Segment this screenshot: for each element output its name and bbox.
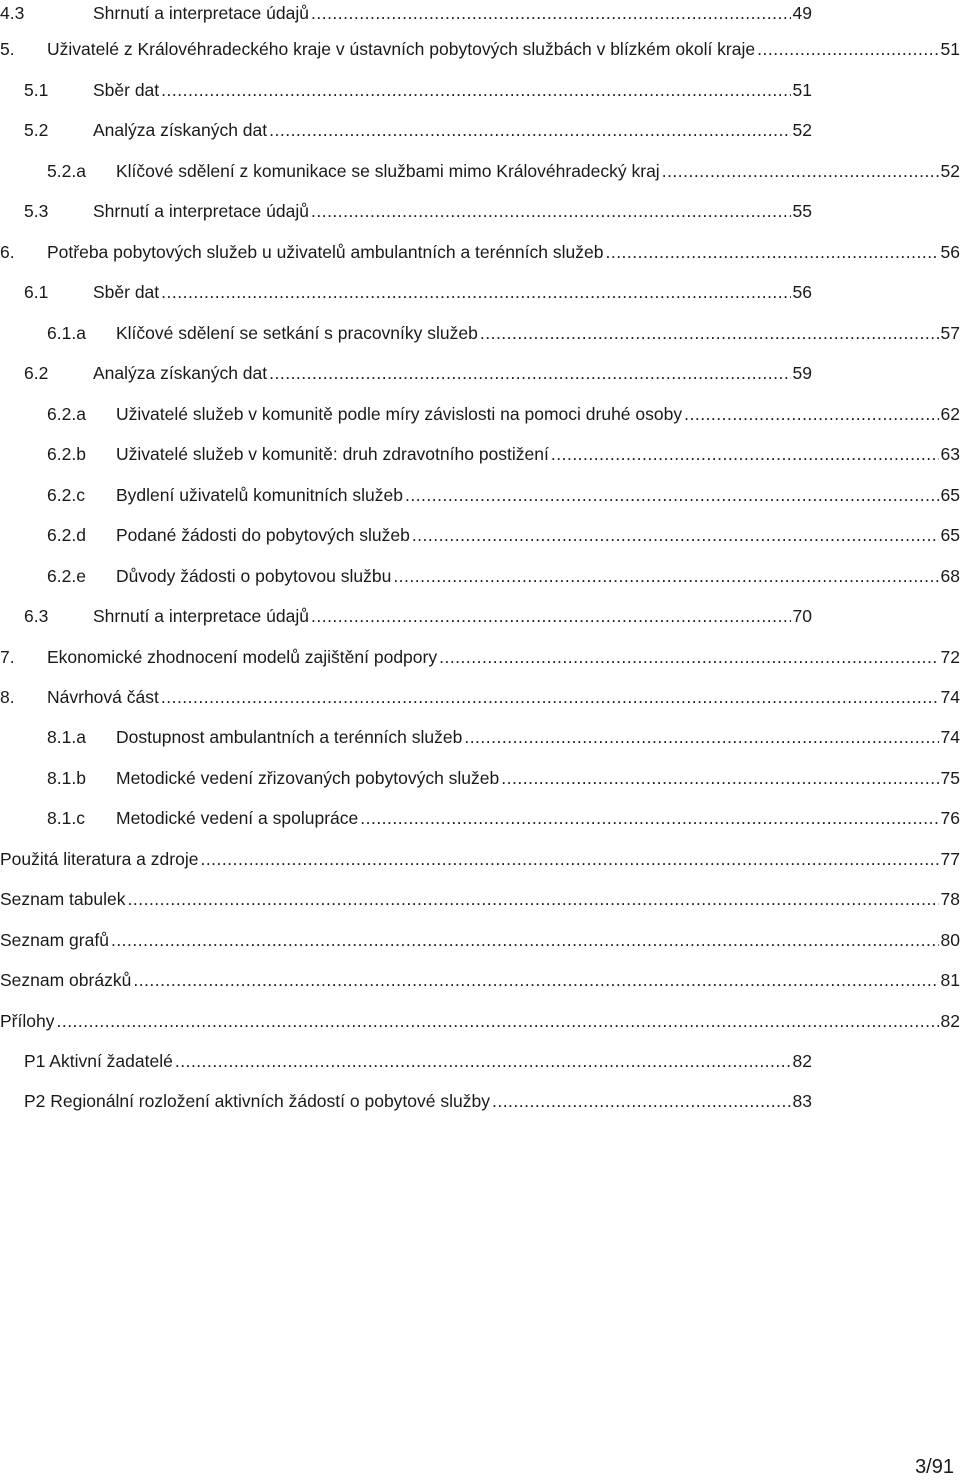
toc-dot-leader: [501, 765, 938, 791]
toc-entry-page: 65: [940, 525, 960, 545]
toc-entry-number: 4.3: [0, 3, 25, 23]
toc-entry-number: 6.: [0, 242, 15, 262]
toc-entry-page: 80: [940, 930, 960, 950]
toc-entry-title: Metodické vedení a spolupráce: [116, 808, 359, 828]
toc-dot-leader: [439, 644, 938, 670]
toc-entry[interactable]: [24, 77, 812, 103]
toc-entry-number: 6.1: [24, 282, 49, 302]
toc-dot-leader: [551, 441, 939, 467]
toc-entry-page: 82: [940, 1011, 960, 1031]
toc-entry-page: 52: [792, 120, 812, 140]
toc-entry-page: 55: [792, 201, 812, 221]
toc-entry-title: Shrnutí a interpretace údajů: [93, 201, 309, 221]
toc-entry-number: 6.2.c: [47, 485, 85, 505]
toc-dot-leader: [605, 239, 938, 265]
toc-entry-page: 63: [940, 444, 960, 464]
toc-dot-leader: [161, 77, 790, 103]
toc-entry-number: 5.3: [24, 201, 49, 221]
toc-entry-page: 77: [940, 849, 960, 869]
toc-entry-title: Bydlení uživatelů komunitních služeb: [116, 485, 403, 505]
toc-entry-title: Sběr dat: [93, 282, 160, 302]
toc-entry-page: 78: [940, 889, 960, 909]
toc-entry[interactable]: [47, 765, 960, 791]
toc-entry-title: Podané žádosti do pobytových služeb: [116, 525, 410, 545]
toc-entry[interactable]: [0, 846, 960, 872]
toc-entry[interactable]: [47, 158, 960, 184]
toc-entry-number: 6.2.b: [47, 444, 86, 464]
toc-entry-title: Klíčové sdělení se setkání s pracovníky služeb: [116, 323, 478, 343]
toc-entry[interactable]: [24, 360, 812, 386]
toc-entry-number: 6.2.e: [47, 566, 86, 586]
toc-entry[interactable]: [47, 320, 960, 346]
toc-dot-leader: [492, 1088, 791, 1114]
toc-entry-number: 8.1.c: [47, 808, 85, 828]
toc-dot-leader: [269, 360, 790, 386]
toc-entry-number: 5.: [0, 39, 15, 59]
toc-dot-leader: [360, 805, 938, 831]
toc-entry-number: 8.1.a: [47, 727, 86, 747]
toc-dot-leader: [161, 684, 939, 710]
toc-entry[interactable]: [24, 603, 812, 629]
toc-entry-title: Uživatelé z Královéhradeckého kraje v ústavních pobytových službách v blízkém okolí kraje: [47, 39, 756, 59]
toc-entry-number: 8.: [0, 687, 15, 707]
toc-entry-title: Shrnutí a interpretace údajů: [93, 606, 309, 626]
toc-entry-title: Analýza získaných dat: [93, 363, 268, 383]
page-number: 3/91: [915, 1456, 954, 1478]
toc-entry-number: 7.: [0, 647, 15, 667]
toc-entry[interactable]: [0, 684, 960, 710]
toc-dot-leader: [111, 927, 939, 953]
toc-dot-leader: [311, 0, 791, 26]
toc-entry-title: Klíčové sdělení z komunikace se službami mimo Královéhradecký kraj: [116, 161, 660, 181]
toc-entry-page: 52: [940, 161, 960, 181]
toc-entry-title: Uživatelé služeb v komunitě podle míry závislosti na pomoci druhé osoby: [116, 404, 683, 424]
toc-entry-title: Přílohy: [0, 1011, 55, 1031]
toc-entry-number: 6.2.d: [47, 525, 86, 545]
toc-entry[interactable]: [47, 724, 960, 750]
toc-entry[interactable]: [24, 279, 812, 305]
toc-entry[interactable]: [0, 1008, 960, 1034]
toc-entry-page: 62: [940, 404, 960, 424]
toc-entry-number: 6.3: [24, 606, 49, 626]
toc-entry-title: P2 Regionální rozložení aktivních žádostí o pobytové služby: [24, 1091, 490, 1111]
toc-dot-leader: [393, 563, 938, 589]
toc-entry-title: Dostupnost ambulantních a terénních služeb: [116, 727, 463, 747]
toc-entry-page: 51: [940, 39, 960, 59]
toc-entry[interactable]: [0, 967, 960, 993]
toc-dot-leader: [175, 1048, 791, 1074]
toc-dot-leader: [128, 886, 939, 912]
toc-entry-title: Ekonomické zhodnocení modelů zajištění podpory: [47, 647, 438, 667]
toc-dot-leader: [56, 1008, 938, 1034]
toc-entry-page: 76: [940, 808, 960, 828]
toc-entry-page: 51: [792, 80, 812, 100]
toc-entry-page: 68: [940, 566, 960, 586]
toc-entry-number: 6.2.a: [47, 404, 86, 424]
toc-dot-leader: [684, 401, 938, 427]
toc-entry[interactable]: [0, 36, 960, 62]
toc-dot-leader: [662, 158, 939, 184]
toc-entry[interactable]: [0, 239, 960, 265]
toc-dot-leader: [200, 846, 938, 872]
toc-entry-title: Sběr dat: [93, 80, 160, 100]
toc-entry-title: Seznam obrázků: [0, 970, 132, 990]
toc-entry[interactable]: [47, 522, 960, 548]
toc-dot-leader: [464, 724, 938, 750]
toc-dot-leader: [161, 279, 790, 305]
toc-entry[interactable]: [24, 198, 812, 224]
toc-entry-title: Použitá literatura a zdroje: [0, 849, 199, 869]
toc-entry-page: 82: [792, 1051, 812, 1071]
toc-entry[interactable]: [24, 117, 812, 143]
toc-dot-leader: [269, 117, 790, 143]
toc-entry-number: 5.2.a: [47, 161, 86, 181]
toc-dot-leader: [311, 198, 791, 224]
toc-entry-page: 81: [940, 970, 960, 990]
toc-entry[interactable]: [0, 927, 960, 953]
toc-entry-title: Shrnutí a interpretace údajů: [93, 3, 309, 23]
toc-dot-leader: [311, 603, 791, 629]
toc-entry[interactable]: [24, 1088, 812, 1114]
toc-entry[interactable]: [47, 441, 960, 467]
toc-entry[interactable]: [47, 805, 960, 831]
toc-entry-title: Důvody žádosti o pobytovou službu: [116, 566, 392, 586]
toc-entry-page: 74: [940, 687, 960, 707]
toc-entry-title: Seznam grafů: [0, 930, 109, 950]
toc-dot-leader: [133, 967, 938, 993]
toc-entry-number: 6.1.a: [47, 323, 86, 343]
toc-entry-number: 5.2: [24, 120, 49, 140]
toc-entry-page: 65: [940, 485, 960, 505]
toc-dot-leader: [412, 522, 939, 548]
toc-entry-page: 75: [940, 768, 960, 788]
toc-entry-number: 5.1: [24, 80, 49, 100]
toc-entry-page: 56: [940, 242, 960, 262]
toc-entry-page: 83: [792, 1091, 812, 1111]
toc-entry-title: Metodické vedení zřizovaných pobytových služeb: [116, 768, 500, 788]
toc-entry[interactable]: [47, 401, 960, 427]
toc-entry-number: 6.2: [24, 363, 49, 383]
toc-entry-title: Potřeba pobytových služeb u uživatelů ambulantních a terénních služeb: [47, 242, 604, 262]
toc-entry[interactable]: [0, 886, 960, 912]
toc-dot-leader: [757, 36, 938, 62]
toc-entry-page: 72: [940, 647, 960, 667]
toc-entry[interactable]: [47, 563, 960, 589]
toc-entry-page: 70: [792, 606, 812, 626]
toc-entry-title: Seznam tabulek: [0, 889, 126, 909]
toc-entry-title: Analýza získaných dat: [93, 120, 268, 140]
toc-entry-title: Návrhová část: [47, 687, 159, 707]
toc-entry-page: 74: [940, 727, 960, 747]
toc-entry-page: 56: [792, 282, 812, 302]
toc-entry[interactable]: [24, 1048, 812, 1074]
toc-entry-title: P1 Aktivní žadatelé: [24, 1051, 173, 1071]
toc-dot-leader: [480, 320, 939, 346]
toc-entry-page: 59: [792, 363, 812, 383]
toc-dot-leader: [405, 482, 939, 508]
toc-entry[interactable]: [0, 0, 812, 26]
toc-entry-title: Uživatelé služeb v komunitě: druh zdravotního postižení: [116, 444, 549, 464]
toc-entry-number: 8.1.b: [47, 768, 86, 788]
toc-entry-page: 57: [940, 323, 960, 343]
toc-entry[interactable]: [47, 482, 960, 508]
toc-entry[interactable]: [0, 644, 960, 670]
toc-entry-page: 49: [792, 3, 812, 23]
